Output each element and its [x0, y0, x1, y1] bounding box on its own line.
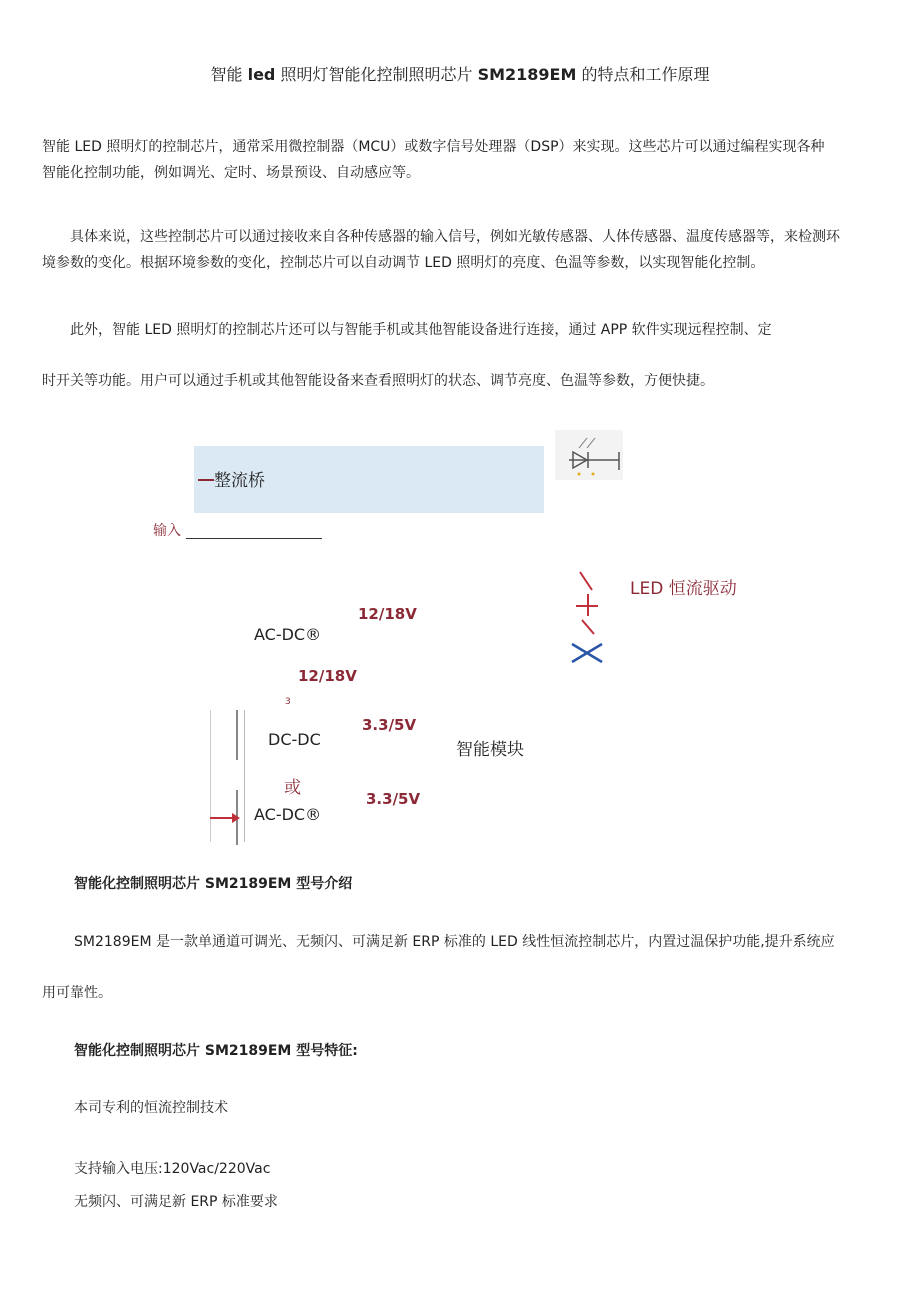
- smart-module-label: 智能模块: [456, 740, 524, 760]
- feature-item: 无频闪、可满足新 ERP 标准要求: [74, 1194, 278, 1210]
- feature-item: 本司专利的恒流控制技术: [74, 1100, 228, 1116]
- title-part: 智能: [210, 65, 243, 84]
- paragraph-1: [42, 134, 882, 186]
- paragraph-3-cont: [42, 368, 882, 394]
- led-driver-label: LED 恒流驱动: [630, 579, 737, 599]
- title-part: led: [247, 65, 276, 84]
- dcdc-label: DC-DC: [268, 730, 321, 749]
- bridge-label: 整流桥: [214, 471, 265, 491]
- text-line: 智能 LED 照明灯的控制芯片，通常采用微控制器（MCU）或数字信号处理器（DSP）来实现。这些芯片可以通过编程实现各种: [42, 139, 825, 155]
- title-part: SM2189EM: [477, 65, 577, 84]
- section-body: SM2189EM 是一款单通道可调光、无频闪、可满足新 ERP 标准的 LED 线性恒流控制芯片，内置过温保护功能,提升系统应: [74, 934, 835, 950]
- voltage-label: 3.3/5V: [362, 716, 417, 734]
- section-heading: 智能化控制照明芯片 SM2189EM 型号介绍: [74, 876, 353, 892]
- voltage-label: 3.3/5V: [366, 790, 421, 808]
- text-line: 此外，智能 LED 照明灯的控制芯片还可以与智能手机或其他智能设备进行连接，通过 APP 软件实现远程控制、定: [70, 322, 772, 338]
- driver-symbol-icon: [568, 568, 608, 668]
- text-line: 智能化控制功能，例如调光、定时、场景预设、自动感应等。: [42, 165, 420, 181]
- input-line: [186, 538, 322, 539]
- bridge-dash: [198, 479, 214, 481]
- small-number: 3: [285, 697, 291, 707]
- vertical-bar: [236, 710, 238, 760]
- input-label: 输入: [153, 523, 181, 539]
- text-line: 时开关等功能。用户可以通过手机或其他智能设备来查看照明灯的状态、调节亮度、色温等参数，方便快捷。: [42, 373, 714, 389]
- section-heading: 智能化控制照明芯片 SM2189EM 型号特征:: [74, 1043, 358, 1059]
- text-line: 具体来说，这些控制芯片可以通过接收来自各种传感器的输入信号，例如光敏传感器、人体传感器、温度传感器等，来检测环: [70, 229, 840, 245]
- paragraph-2: [42, 224, 882, 276]
- feature-item: 支持输入电压:120Vac∕220Vac: [74, 1161, 271, 1177]
- section-body: 用可靠性。: [42, 985, 112, 1001]
- acdc-label: AC-DC®: [254, 805, 322, 824]
- page-title: [0, 62, 920, 85]
- title-part: 照明灯智能化控制照明芯片: [280, 65, 473, 84]
- text-line: 境参数的变化。根据环境参数的变化，控制芯片可以自动调节 LED 照明灯的亮度、色温等参数，以实现智能化控制。: [42, 255, 765, 271]
- vertical-bar: [244, 710, 245, 842]
- voltage-label: 12/18V: [358, 605, 417, 623]
- led-diode-icon: [555, 430, 625, 482]
- voltage-label: 12/18V: [298, 667, 357, 685]
- title-part: 的特点和工作原理: [581, 65, 710, 84]
- acdc-label: AC-DC®: [254, 625, 322, 644]
- paragraph-3: [42, 317, 882, 343]
- arrow-right-icon: [208, 810, 244, 826]
- or-label: 或: [284, 778, 301, 798]
